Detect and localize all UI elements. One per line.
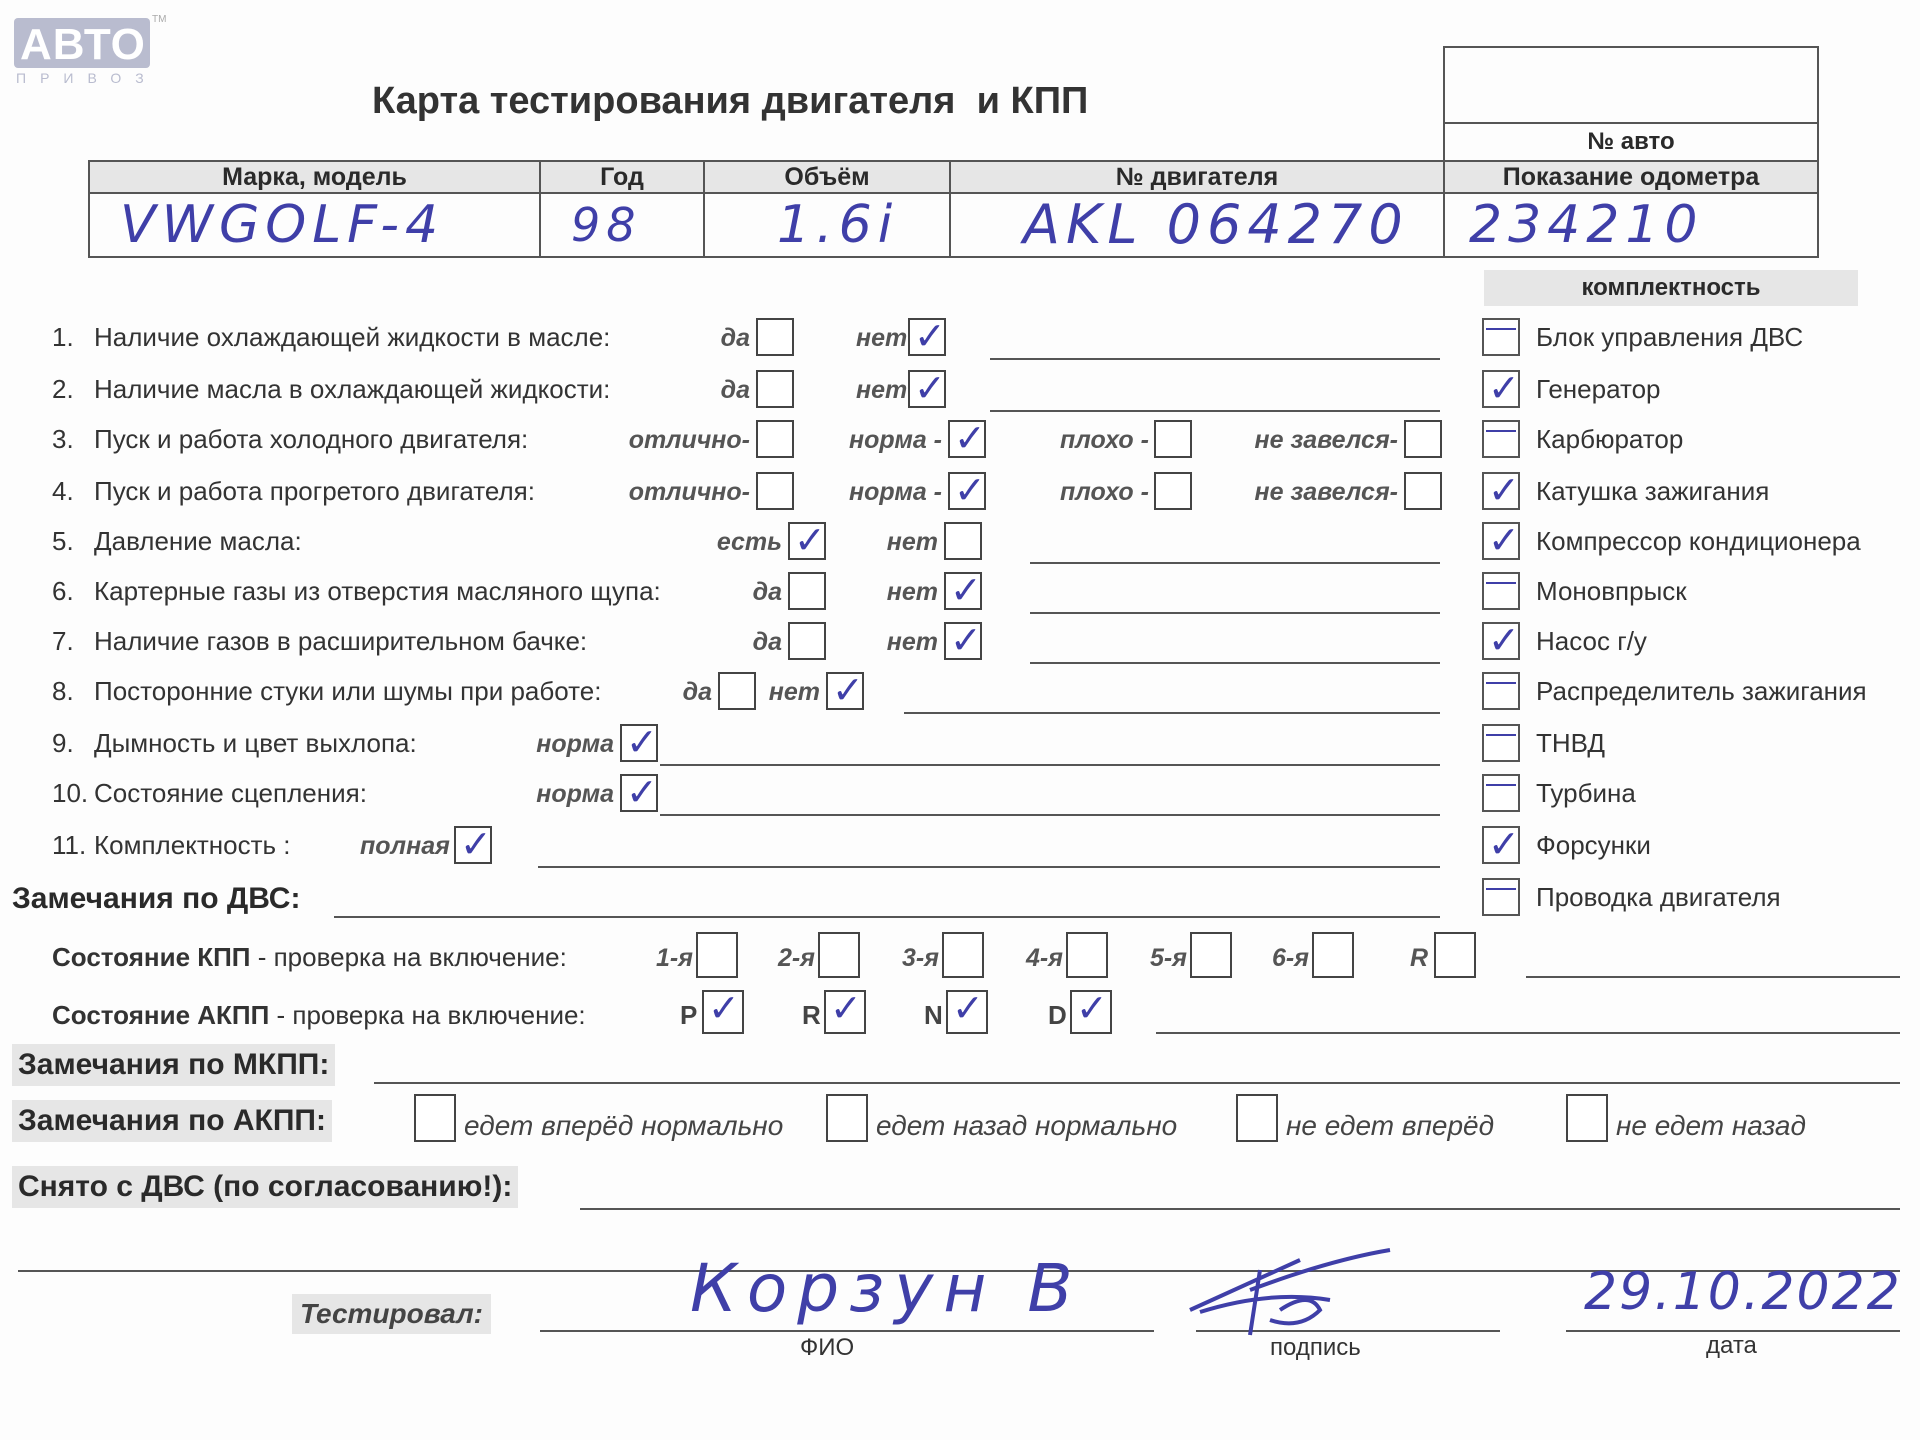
komplekt-checkbox[interactable] — [1482, 774, 1520, 812]
komplekt-checkbox[interactable] — [1482, 370, 1520, 408]
check-label: Картерные газы из отверстия масляного щупа: — [94, 576, 661, 606]
komplekt-checkbox[interactable] — [1482, 826, 1520, 864]
col-header-volume: Объём — [703, 160, 951, 194]
komplekt-checkbox[interactable] — [1482, 318, 1520, 356]
option-checkbox[interactable] — [908, 370, 946, 408]
option-label: нет — [856, 376, 908, 404]
komplekt-checkbox[interactable] — [1482, 522, 1520, 560]
option-checkbox[interactable] — [826, 672, 864, 710]
check-line — [990, 410, 1440, 412]
akpp-remark-checkbox[interactable] — [414, 1094, 456, 1142]
value-volume: 1.6i — [703, 192, 951, 258]
gear-checkbox[interactable] — [942, 932, 984, 978]
komplekt-checkbox[interactable] — [1482, 420, 1520, 458]
option-checkbox[interactable] — [908, 318, 946, 356]
akpp-remark-checkbox[interactable] — [826, 1094, 868, 1142]
akpp-remark-checkbox[interactable] — [1566, 1094, 1608, 1142]
gear-checkbox[interactable] — [1312, 932, 1354, 978]
tester-name: Корзун В — [690, 1250, 1083, 1327]
check-number: 5. — [52, 526, 74, 556]
option-label: да — [720, 324, 750, 352]
komplekt-item-label: Генератор — [1536, 374, 1661, 404]
option-checkbox[interactable] — [620, 724, 658, 762]
check-label: Наличие охлаждающей жидкости в масле: — [94, 322, 611, 352]
gear-checkbox[interactable] — [1190, 932, 1232, 978]
col-header-year: Год — [539, 160, 705, 194]
check-label: Дымность и цвет выхлопа: — [94, 728, 417, 758]
check-number: 8. — [52, 676, 74, 706]
option-label: норма — [536, 780, 614, 808]
value-odometer: 234210 — [1443, 192, 1819, 258]
check-line — [904, 712, 1440, 714]
gear-checkbox[interactable] — [696, 932, 738, 978]
akpp-label: Состояние АКПП - проверка на включение: — [52, 1000, 586, 1030]
komplekt-checkbox[interactable] — [1482, 724, 1520, 762]
akpp-remark-label: не едет вперёд — [1286, 1110, 1495, 1141]
gear-checkbox[interactable] — [818, 932, 860, 978]
komplekt-title: комплектность — [1484, 270, 1858, 306]
option-checkbox[interactable] — [620, 774, 658, 812]
removed-line — [580, 1208, 1900, 1210]
check-label: Наличие масла в охлаждающей жидкости: — [94, 374, 611, 404]
mode-label: P — [680, 1000, 698, 1030]
gear-label: 1-я — [656, 944, 693, 972]
komplekt-item-label: Проводка двигателя — [1536, 882, 1781, 912]
gear-label: 5-я — [1150, 944, 1187, 972]
check-number: 11. — [52, 830, 87, 860]
komplekt-checkbox[interactable] — [1482, 622, 1520, 660]
komplekt-item-label: Форсунки — [1536, 830, 1651, 860]
akpp-remark-label: едет вперёд нормально — [464, 1110, 784, 1141]
mode-checkbox[interactable] — [824, 990, 866, 1034]
komplekt-item-label: Катушка зажигания — [1536, 476, 1770, 506]
komplekt-checkbox[interactable] — [1482, 878, 1520, 916]
check-number: 3. — [52, 424, 74, 454]
mode-label: R — [802, 1000, 821, 1030]
komplekt-item-label: Насос г/у — [1536, 626, 1647, 656]
remarks-dvs-label: Замечания по ДВС: — [12, 882, 301, 915]
option-checkbox[interactable] — [756, 370, 794, 408]
check-line — [1030, 612, 1440, 614]
gear-checkbox[interactable] — [1434, 932, 1476, 978]
gear-label: 2-я — [778, 944, 815, 972]
mode-label: D — [1048, 1000, 1067, 1030]
gear-label: R — [1410, 944, 1429, 972]
option-label: норма - — [849, 478, 942, 506]
remarks-akpp-label: Замечания по АКПП: — [12, 1100, 332, 1142]
kpp-line — [1526, 976, 1900, 978]
komplekt-item-label: Турбина — [1536, 778, 1636, 808]
check-number: 7. — [52, 626, 74, 656]
date-label: дата — [1706, 1332, 1757, 1359]
akpp-remark-label: не едет назад — [1616, 1110, 1806, 1141]
logo-tm: TM — [152, 14, 167, 25]
option-label: нет — [768, 678, 820, 706]
signature-mark — [1180, 1240, 1400, 1340]
gear-label: 6-я — [1272, 944, 1309, 972]
check-label: Пуск и работа холодного двигателя: — [94, 424, 529, 454]
option-label: нет — [886, 528, 938, 556]
option-checkbox[interactable] — [788, 622, 826, 660]
check-number: 2. — [52, 374, 74, 404]
mode-checkbox[interactable] — [946, 990, 988, 1034]
value-year: 98 — [539, 192, 705, 258]
check-line — [660, 814, 1440, 816]
option-checkbox[interactable] — [1154, 420, 1192, 458]
option-label: полная — [360, 832, 450, 860]
option-label: плохо - — [1060, 426, 1149, 454]
check-line — [1030, 662, 1440, 664]
check-line — [538, 866, 1440, 868]
komplekt-item-label: Распределитель зажигания — [1536, 676, 1867, 706]
option-label: норма — [536, 730, 614, 758]
gear-checkbox[interactable] — [1066, 932, 1108, 978]
sign-label: подпись — [1270, 1334, 1361, 1361]
check-line — [660, 764, 1440, 766]
option-label: не завелся- — [1254, 426, 1398, 454]
logo — [14, 18, 150, 68]
option-checkbox[interactable] — [788, 522, 826, 560]
option-checkbox[interactable] — [756, 318, 794, 356]
option-checkbox[interactable] — [454, 826, 492, 864]
check-label: Наличие газов в расширительном бачке: — [94, 626, 588, 656]
option-checkbox[interactable] — [1404, 472, 1442, 510]
gear-label: 4-я — [1026, 944, 1063, 972]
tested-label: Тестировал: — [292, 1294, 491, 1334]
mode-label: N — [924, 1000, 943, 1030]
kpp-label: Состояние КПП - проверка на включение: — [52, 942, 567, 972]
option-checkbox[interactable] — [1404, 420, 1442, 458]
komplekt-checkbox[interactable] — [1482, 672, 1520, 710]
option-label: нет — [886, 578, 938, 606]
logo-sub: ПРИВОЗ — [16, 70, 158, 86]
check-line — [990, 358, 1440, 360]
komplekt-item-label: Моновпрыск — [1536, 576, 1687, 606]
akpp-line — [1156, 1032, 1900, 1034]
option-checkbox[interactable] — [944, 572, 982, 610]
check-number: 4. — [52, 476, 74, 506]
option-checkbox[interactable] — [788, 572, 826, 610]
komplekt-item-label: Блок управления ДВС — [1536, 322, 1804, 352]
remarks-dvs-line — [334, 916, 1440, 918]
page-title: Карта тестирования двигателя и КПП — [372, 80, 1089, 122]
option-label: норма - — [849, 426, 942, 454]
col-header-engine-no: № двигателя — [949, 160, 1445, 194]
auto-no-label-cell — [1443, 122, 1819, 162]
option-label: да — [752, 628, 782, 656]
check-label: Давление масла: — [94, 526, 302, 556]
col-header-model: Марка, модель — [88, 160, 541, 194]
test-date: 29.10.2022 — [1584, 1262, 1902, 1322]
value-model: VWGOLF-4 — [88, 192, 541, 258]
option-checkbox[interactable] — [756, 420, 794, 458]
mode-checkbox[interactable] — [1070, 990, 1112, 1034]
auto-no-box — [1443, 46, 1819, 124]
check-line — [1030, 562, 1440, 564]
removed-label: Снято с ДВС (по согласованию!): — [12, 1166, 518, 1208]
komplekt-item-label: Компрессор кондиционера — [1536, 526, 1861, 556]
komplekt-checkbox[interactable] — [1482, 472, 1520, 510]
check-number: 1. — [52, 322, 74, 352]
check-number: 9. — [52, 728, 74, 758]
komplekt-item-label: Карбюратор — [1536, 424, 1684, 454]
option-label: нет — [886, 628, 938, 656]
option-label: отлично- — [628, 478, 750, 506]
option-checkbox[interactable] — [718, 672, 756, 710]
option-checkbox[interactable] — [944, 622, 982, 660]
option-checkbox[interactable] — [756, 472, 794, 510]
mode-checkbox[interactable] — [702, 990, 744, 1034]
check-number: 10. — [52, 778, 89, 808]
remarks-mkpp-label: Замечания по МКПП: — [12, 1044, 335, 1086]
komplekt-item-label: ТНВД — [1536, 728, 1606, 758]
akpp-remark-checkbox[interactable] — [1236, 1094, 1278, 1142]
option-label: отлично- — [628, 426, 750, 454]
check-number: 6. — [52, 576, 74, 606]
check-label: Посторонние стуки или шумы при работе: — [94, 676, 602, 706]
logo-main: АВТО — [20, 20, 146, 69]
check-label: Состояние сцепления: — [94, 778, 367, 808]
komplekt-checkbox[interactable] — [1482, 572, 1520, 610]
option-checkbox[interactable] — [948, 472, 986, 510]
option-checkbox[interactable] — [1154, 472, 1192, 510]
gear-label: 3-я — [902, 944, 939, 972]
akpp-remark-label: едет назад нормально — [876, 1110, 1178, 1141]
remarks-mkpp-line — [374, 1082, 1900, 1084]
option-label: да — [752, 578, 782, 606]
option-label: да — [682, 678, 712, 706]
col-header-odometer: Показание одометра — [1443, 160, 1819, 194]
check-label: Пуск и работа прогретого двигателя: — [94, 476, 535, 506]
option-label: да — [720, 376, 750, 404]
fio-line — [540, 1330, 1154, 1332]
fio-label: ФИО — [800, 1334, 855, 1361]
value-engine-no: AKL 064270 — [949, 192, 1445, 258]
option-label: плохо - — [1060, 478, 1149, 506]
option-label: есть — [716, 528, 782, 556]
option-label: нет — [856, 324, 908, 352]
option-checkbox[interactable] — [948, 420, 986, 458]
check-label: Комплектность : — [94, 830, 291, 860]
auto-no-label: № авто — [1587, 128, 1675, 155]
option-checkbox[interactable] — [944, 522, 982, 560]
option-label: не завелся- — [1254, 478, 1398, 506]
